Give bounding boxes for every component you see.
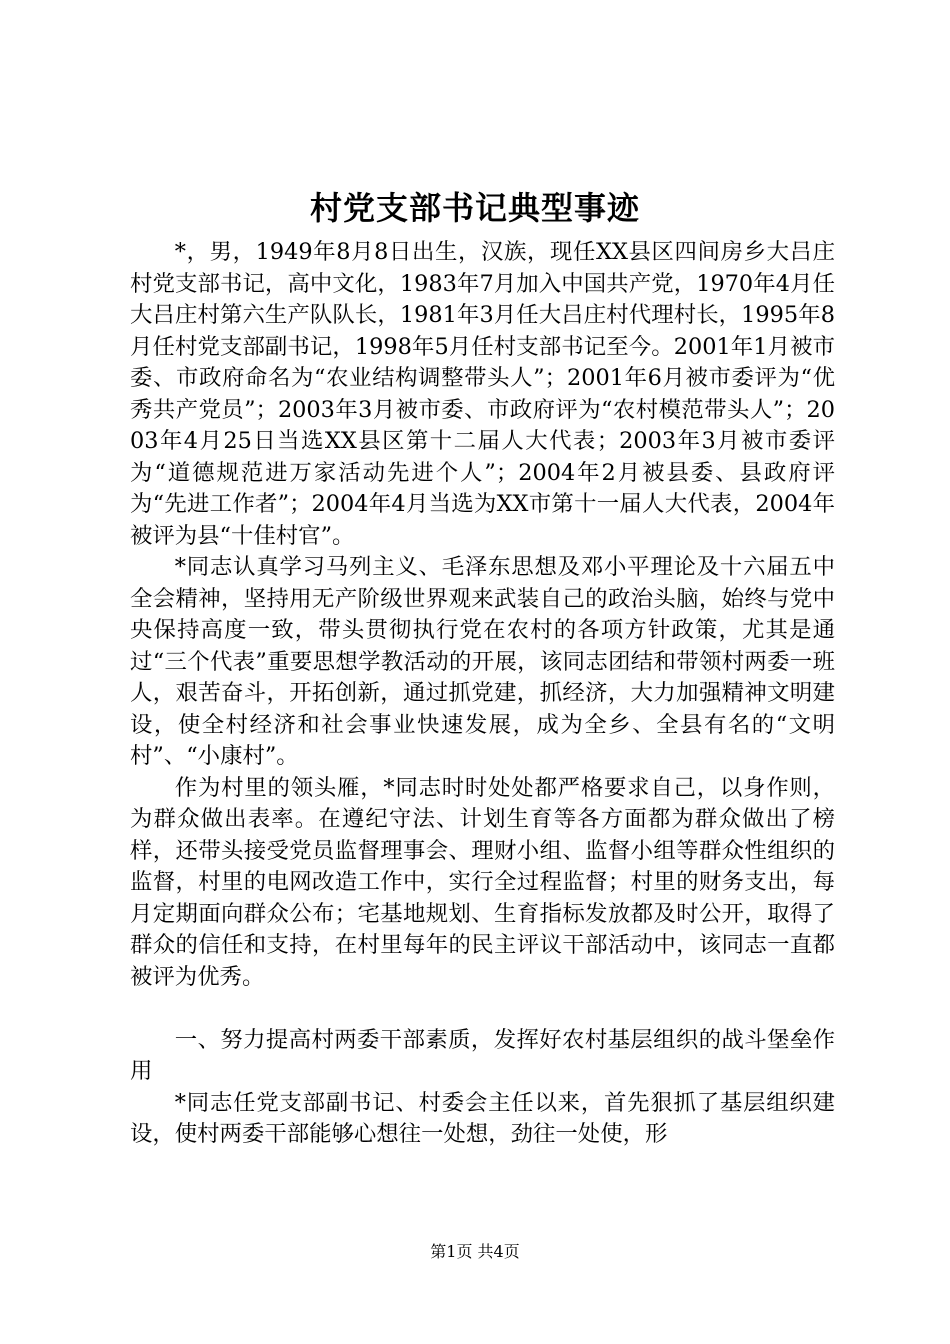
body-paragraph: *，男，1949年8月8日出生，汉族，现任XX县区四间房乡大吕庄村党支部书记，高中文化，1983年7月加入中国共产党，1970年4月任大吕庄村第六生产队队长，1981年3月任大吕庄村代理村长，1995年8月任村党支部副书记，1998年5月任村支部书记至今。2001年1月被市委、市政府命名为“农业结构调整带头人”；2001年6月被市委评为“优秀共产党员”；2003年3月被市委、市政府评为“农村模范带头人”；2003年4月25日当选XX县区第十二届人大代表；2003年3月被市委评为“道德规范进万家活动先进个人”；2004年2月被县委、县政府评为“先进工作者”；2004年4月当选为XX市第十一届人大代表，2004年被评为县“十佳村官”。	[130, 239, 835, 549]
document-title: 村党支部书记典型事迹	[309, 189, 640, 227]
body-paragraph: *同志认真学习马列主义、毛泽东思想及邓小平理论及十六届五中全会精神，坚持用无产阶级世界观来武装自己的政治头脑，始终与党中央保持高度一致，带头贯彻执行党在农村的各项方针政策，尤其是通过“三个代表”重要思想学教活动的开展，该同志团结和带领村两委一班人，艰苦奋斗，开拓创新，通过抓党建，抓经济，大力加强精神文明建设，使全村经济和社会事业快速发展，成为全乡、全县有名的“文明村”、“小康村”。	[130, 554, 835, 769]
section-heading: 一、努力提高村两委干部素质，发挥好农村基层组织的战斗堡垒作用	[130, 1026, 835, 1084]
body-paragraph: 作为村里的领头雁，*同志时时处处都严格要求自己，以身作则，为群众做出表率。在遵纪守法、计划生育等各方面都为群众做出了榜样，还带头接受党员监督理事会、理财小组、监督小组等群众性组织的监督，村里的电网改造工作中，实行全过程监督；村里的财务支出，每月定期面向群众公布；宅基地规划、生育指标发放都及时公开，取得了群众的信任和支持，在村里每年的民主评议干部活动中，该同志一直都被评为优秀。	[130, 774, 835, 990]
document-body	[130, 237, 835, 1151]
body-paragraph: *同志任党支部副书记、村委会主任以来，首先狠抓了基层组织建设，使村两委干部能够心想往一处想，劲往一处使，形	[130, 1089, 835, 1147]
page-number-footer: 第1页 共4页	[430, 1242, 520, 1261]
